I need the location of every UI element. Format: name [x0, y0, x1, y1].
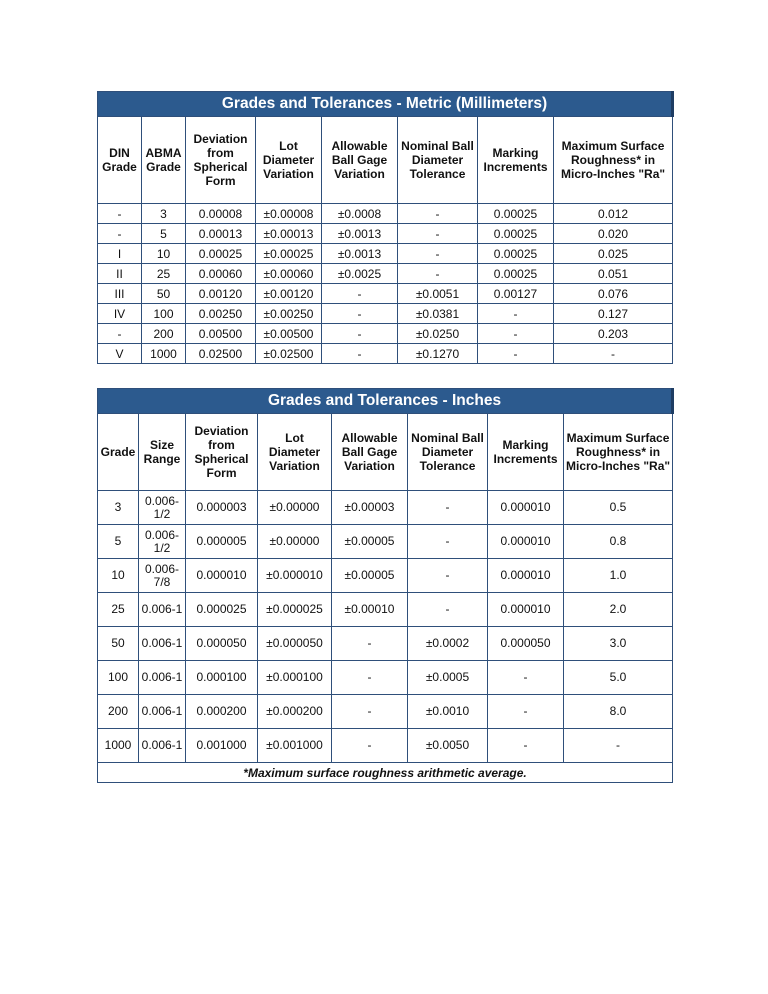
table-cell: 0.006-1/2 — [139, 491, 186, 525]
table-cell: 5.0 — [564, 661, 673, 695]
table-cell: - — [98, 324, 142, 344]
table-cell: 0.000003 — [186, 491, 258, 525]
inch-tolerance-table — [97, 388, 674, 783]
table-cell: - — [478, 304, 554, 324]
table-cell: 0.127 — [554, 304, 673, 324]
table-cell: - — [478, 324, 554, 344]
table-row — [98, 559, 673, 593]
table-cell: 0.076 — [554, 284, 673, 304]
table-cell: ±0.00010 — [332, 593, 408, 627]
table-cell: ±0.0050 — [408, 729, 488, 763]
table-cell: IV — [98, 304, 142, 324]
table-cell: - — [554, 344, 673, 364]
table-cell: ±0.0381 — [398, 304, 478, 324]
table-cell: ±0.0010 — [408, 695, 488, 729]
table-cell: 5 — [142, 224, 186, 244]
table-cell: - — [332, 695, 408, 729]
table-cell: - — [488, 661, 564, 695]
table-cell: ±0.0051 — [398, 284, 478, 304]
table-cell: - — [98, 204, 142, 224]
table-row — [98, 344, 673, 364]
table-cell: 50 — [142, 284, 186, 304]
table-cell: 0.00025 — [478, 244, 554, 264]
table-cell: - — [98, 224, 142, 244]
table-row — [98, 525, 673, 559]
table-cell: - — [398, 224, 478, 244]
table-cell: ±0.00005 — [332, 525, 408, 559]
table-cell: 0.00008 — [186, 204, 256, 224]
inch-table-body — [98, 491, 673, 763]
table-cell: - — [408, 593, 488, 627]
table-cell: ±0.00000 — [258, 525, 332, 559]
table-cell: ±0.0025 — [322, 264, 398, 284]
table-cell: 0.00060 — [186, 264, 256, 284]
table-cell: ±0.00005 — [332, 559, 408, 593]
metric-table-body — [98, 204, 673, 364]
table-row — [98, 661, 673, 695]
table-cell: - — [408, 525, 488, 559]
table-cell: 0.00127 — [478, 284, 554, 304]
table-cell: 0.012 — [554, 204, 673, 224]
table-cell: 10 — [142, 244, 186, 264]
table-cell: 0.00025 — [478, 224, 554, 244]
table-cell: - — [408, 491, 488, 525]
table-cell: 25 — [98, 593, 139, 627]
table-cell: - — [488, 729, 564, 763]
table-cell: 3.0 — [564, 627, 673, 661]
table-cell: - — [332, 627, 408, 661]
table-cell: V — [98, 344, 142, 364]
table-cell: ±0.00013 — [256, 224, 322, 244]
table-cell: - — [398, 204, 478, 224]
table-cell: 3 — [98, 491, 139, 525]
table-cell: - — [478, 344, 554, 364]
table-cell: ±0.00500 — [256, 324, 322, 344]
column-header: Deviation from Spherical Form — [186, 414, 258, 491]
inch-header-row — [98, 414, 673, 491]
table-cell: 0.006-1/2 — [139, 525, 186, 559]
column-header: Marking Increments — [488, 414, 564, 491]
table-cell: ±0.00060 — [256, 264, 322, 284]
column-header: Maximum Surface Roughness* in Micro-Inches "Ra" — [554, 117, 673, 204]
table-cell: ±0.001000 — [258, 729, 332, 763]
metric-table-title: Grades and Tolerances - Metric (Millimeters) — [98, 92, 673, 117]
table-cell: ±0.00025 — [256, 244, 322, 264]
table-cell: - — [408, 559, 488, 593]
table-cell: 0.00025 — [478, 204, 554, 224]
table-cell: - — [332, 661, 408, 695]
table-cell: ±0.0013 — [322, 224, 398, 244]
table-row — [98, 729, 673, 763]
table-cell: 0.000200 — [186, 695, 258, 729]
table-cell: 0.000010 — [186, 559, 258, 593]
table-cell: 200 — [142, 324, 186, 344]
column-header: DIN Grade — [98, 117, 142, 204]
table-cell: 0.8 — [564, 525, 673, 559]
column-header: Size Range — [139, 414, 186, 491]
table-cell: 3 — [142, 204, 186, 224]
table-cell: 1000 — [142, 344, 186, 364]
table-row — [98, 284, 673, 304]
table-cell: 0.000050 — [488, 627, 564, 661]
table-cell: 0.5 — [564, 491, 673, 525]
table-cell: 1000 — [98, 729, 139, 763]
table-cell: 0.001000 — [186, 729, 258, 763]
table-cell: - — [332, 729, 408, 763]
table-cell: - — [322, 344, 398, 364]
column-header: Nominal Ball Diameter Tolerance — [408, 414, 488, 491]
table-cell: 50 — [98, 627, 139, 661]
column-header: Marking Increments — [478, 117, 554, 204]
table-row — [98, 627, 673, 661]
table-cell: ±0.000200 — [258, 695, 332, 729]
table-cell: ±0.0250 — [398, 324, 478, 344]
table-cell: ±0.1270 — [398, 344, 478, 364]
table-cell: 0.00500 — [186, 324, 256, 344]
table-cell: - — [398, 264, 478, 284]
table-cell: 0.006-1 — [139, 729, 186, 763]
table-cell: 5 — [98, 525, 139, 559]
table-cell: 100 — [98, 661, 139, 695]
column-header: ABMA Grade — [142, 117, 186, 204]
table-cell: 0.000100 — [186, 661, 258, 695]
table-cell: 0.051 — [554, 264, 673, 284]
table-row — [98, 244, 673, 264]
table-row — [98, 324, 673, 344]
table-cell: 0.00120 — [186, 284, 256, 304]
table-cell: 10 — [98, 559, 139, 593]
table-cell: 0.00025 — [478, 264, 554, 284]
table-cell: II — [98, 264, 142, 284]
table-cell: ±0.0008 — [322, 204, 398, 224]
table-row — [98, 264, 673, 284]
table-cell: 25 — [142, 264, 186, 284]
table-cell: 0.000025 — [186, 593, 258, 627]
table-cell: ±0.00250 — [256, 304, 322, 324]
table-cell: 0.025 — [554, 244, 673, 264]
table-cell: ±0.00003 — [332, 491, 408, 525]
table-cell: - — [322, 304, 398, 324]
table-cell: 0.02500 — [186, 344, 256, 364]
table-cell: ±0.000025 — [258, 593, 332, 627]
table-row — [98, 204, 673, 224]
footnote: *Maximum surface roughness arithmetic average. — [98, 763, 673, 783]
table-cell: 2.0 — [564, 593, 673, 627]
table-cell: III — [98, 284, 142, 304]
table-cell: ±0.000010 — [258, 559, 332, 593]
table-cell: 0.000010 — [488, 491, 564, 525]
table-cell: 100 — [142, 304, 186, 324]
table-cell: 0.000050 — [186, 627, 258, 661]
table-cell: - — [322, 284, 398, 304]
table-cell: 8.0 — [564, 695, 673, 729]
table-row — [98, 491, 673, 525]
table-cell: 0.000005 — [186, 525, 258, 559]
table-cell: ±0.0002 — [408, 627, 488, 661]
table-cell: ±0.000100 — [258, 661, 332, 695]
table-cell: ±0.0013 — [322, 244, 398, 264]
table-cell: 0.000010 — [488, 593, 564, 627]
table-row — [98, 224, 673, 244]
column-header: Allowable Ball Gage Variation — [332, 414, 408, 491]
table-cell: 0.00025 — [186, 244, 256, 264]
table-cell: ±0.000050 — [258, 627, 332, 661]
table-cell: I — [98, 244, 142, 264]
column-header: Allowable Ball Gage Variation — [322, 117, 398, 204]
table-cell: 0.006-1 — [139, 627, 186, 661]
table-row — [98, 304, 673, 324]
table-cell: - — [398, 244, 478, 264]
table-cell: 0.000010 — [488, 559, 564, 593]
column-header: Nominal Ball Diameter Tolerance — [398, 117, 478, 204]
table-cell: 0.006-1 — [139, 593, 186, 627]
table-cell: 0.203 — [554, 324, 673, 344]
table-cell: - — [488, 695, 564, 729]
table-cell: 0.006-7/8 — [139, 559, 186, 593]
table-cell: - — [564, 729, 673, 763]
table-cell: ±0.00008 — [256, 204, 322, 224]
table-cell: - — [322, 324, 398, 344]
table-cell: 1.0 — [564, 559, 673, 593]
metric-header-row — [98, 117, 673, 204]
table-cell: 0.000010 — [488, 525, 564, 559]
column-header: Lot Diameter Variation — [256, 117, 322, 204]
table-cell: 0.00250 — [186, 304, 256, 324]
inch-table-title: Grades and Tolerances - Inches — [98, 389, 673, 414]
column-header: Grade — [98, 414, 139, 491]
column-header: Maximum Surface Roughness* in Micro-Inches "Ra" — [564, 414, 673, 491]
table-cell: ±0.00000 — [258, 491, 332, 525]
table-cell: 200 — [98, 695, 139, 729]
column-header: Lot Diameter Variation — [258, 414, 332, 491]
metric-tolerance-table — [97, 91, 674, 364]
table-cell: 0.006-1 — [139, 695, 186, 729]
table-row — [98, 593, 673, 627]
table-row — [98, 695, 673, 729]
table-cell: 0.00013 — [186, 224, 256, 244]
table-cell: 0.006-1 — [139, 661, 186, 695]
column-header: Deviation from Spherical Form — [186, 117, 256, 204]
table-cell: ±0.02500 — [256, 344, 322, 364]
table-cell: 0.020 — [554, 224, 673, 244]
table-cell: ±0.00120 — [256, 284, 322, 304]
table-cell: ±0.0005 — [408, 661, 488, 695]
